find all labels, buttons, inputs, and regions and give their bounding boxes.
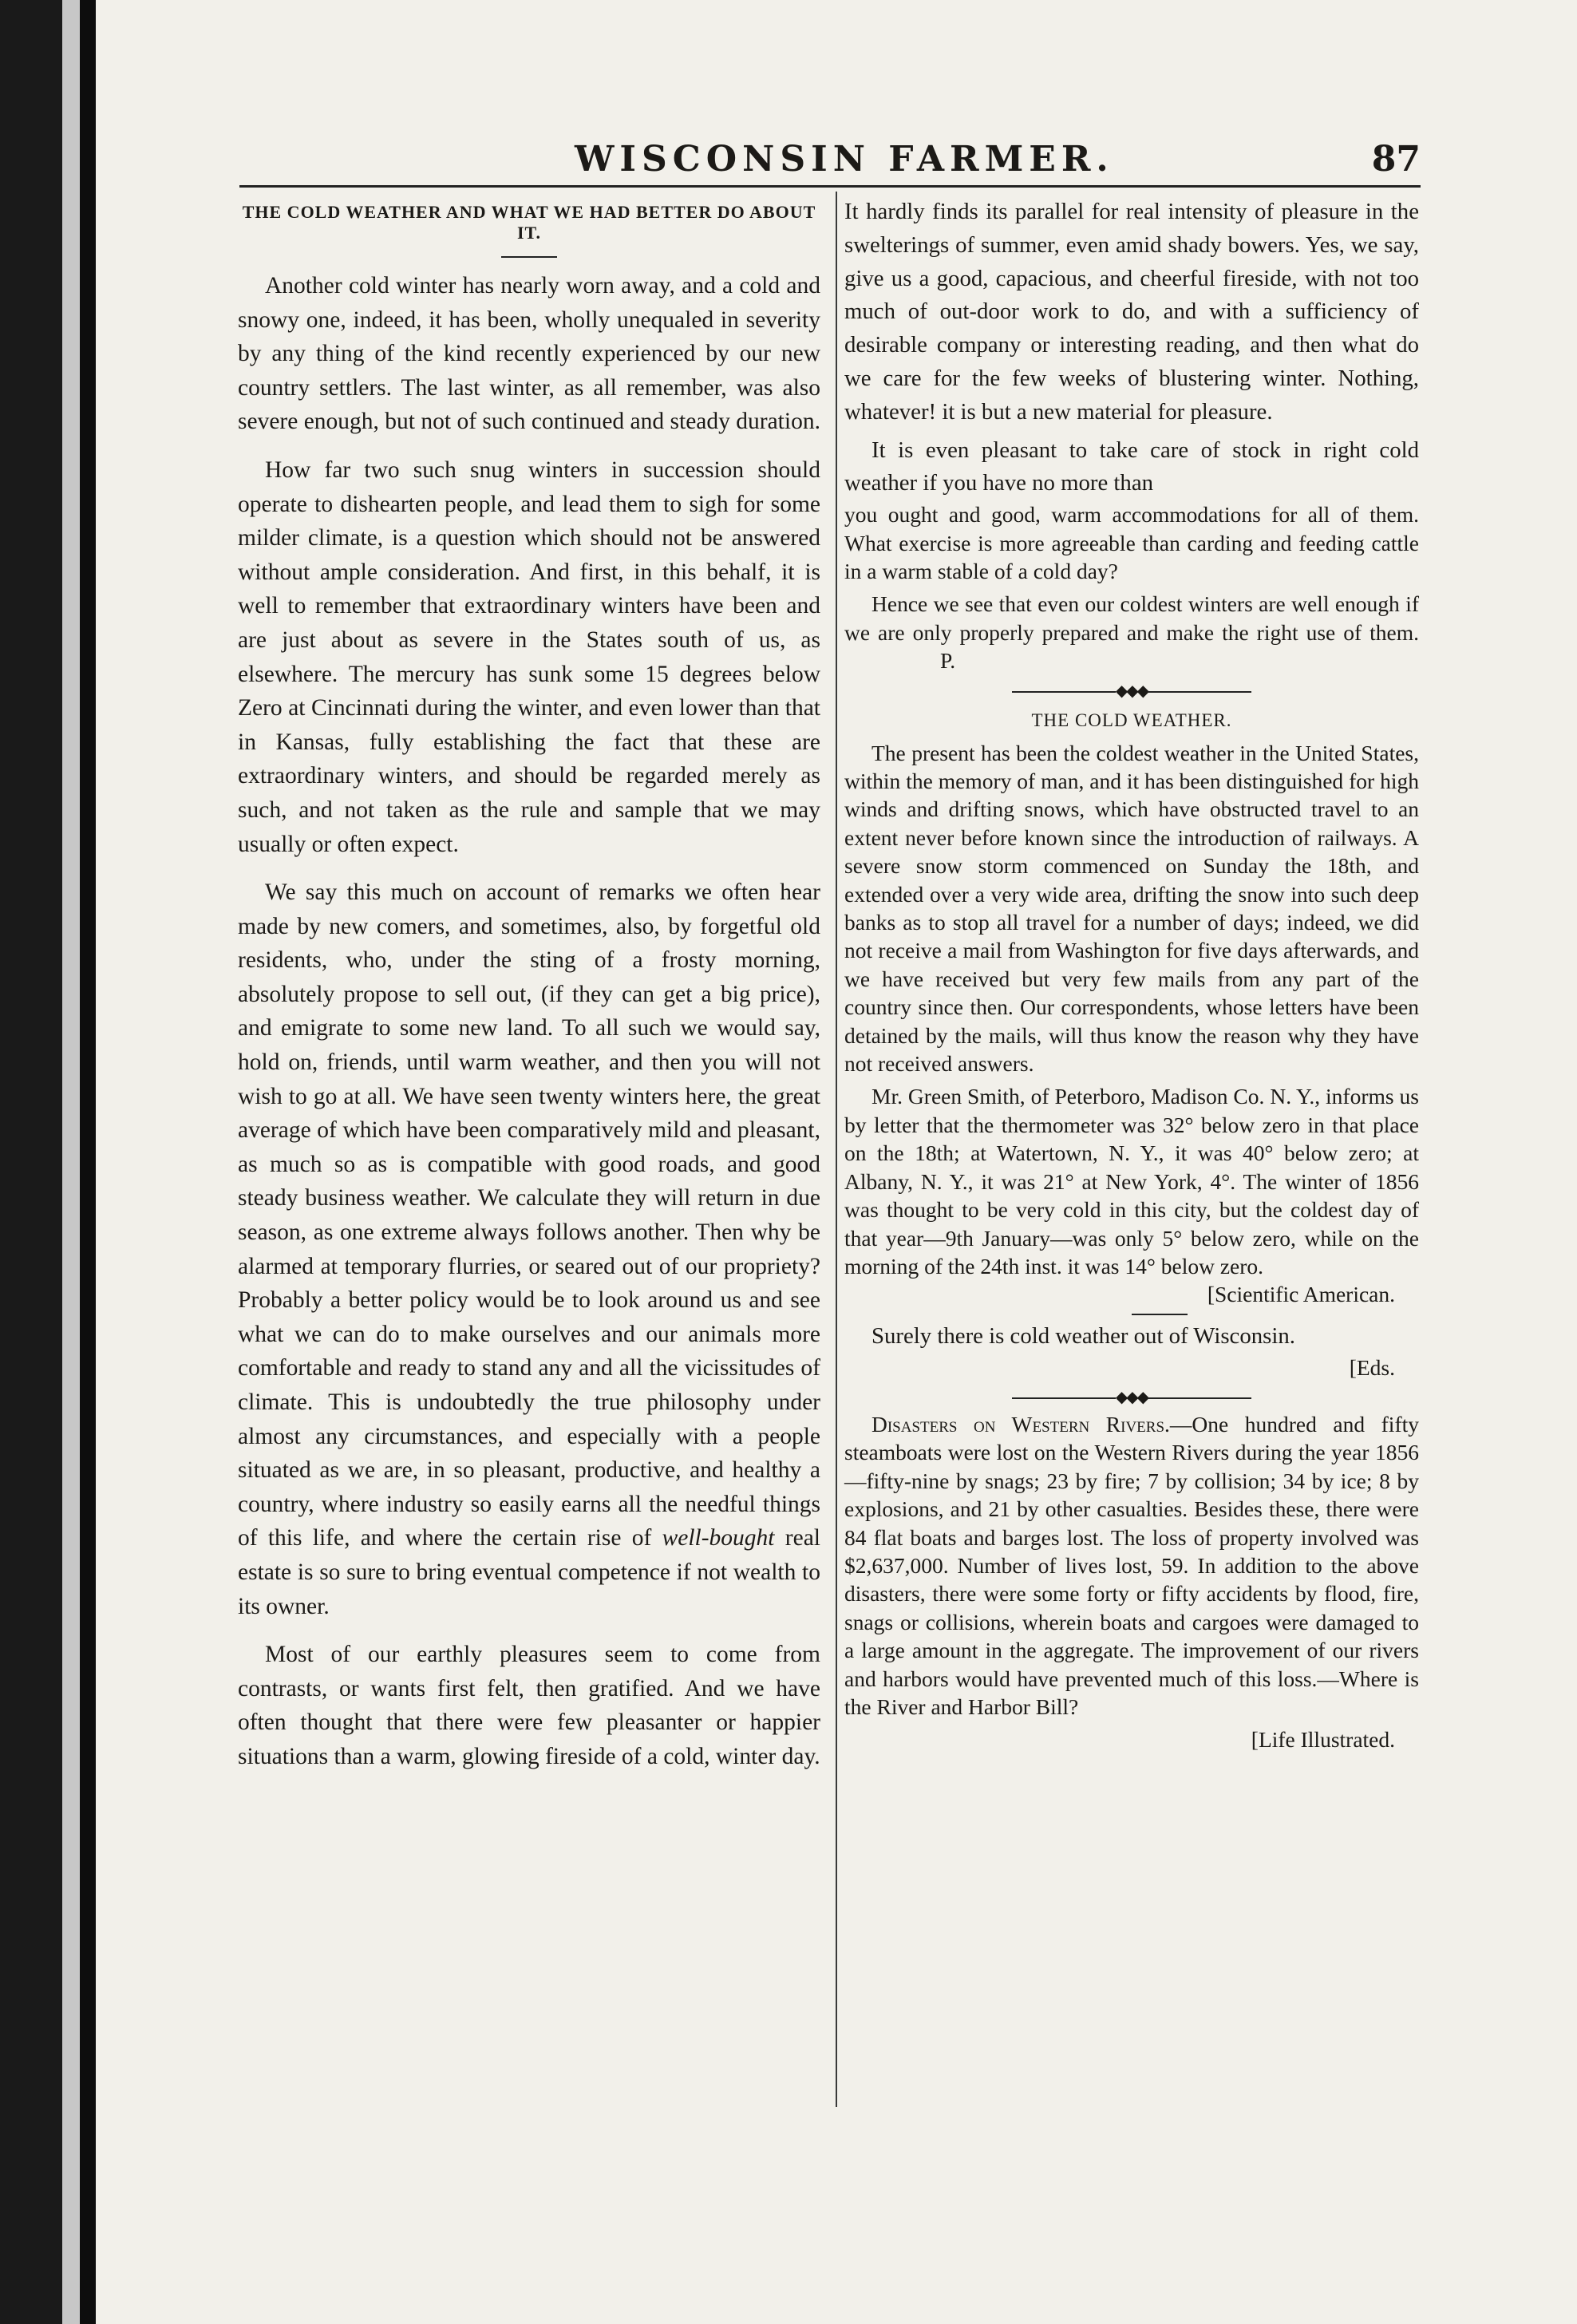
- paragraph: Another cold winter has nearly worn away, and a cold and snowy one, indeed, it has been, wholly unequaled in severity by any thing of the kind recently experienced by our new country settlers. The last winter, as all remember, was also severe enough, but not of such continued and steady duration.: [238, 273, 820, 435]
- article-heading: THE COLD WEATHER AND WHAT WE HAD BETTER DO ABOUT IT.: [242, 202, 816, 243]
- editor-signature: [Eds.: [1349, 1354, 1395, 1380]
- paragraph: Surely there is cold weather out of Wisconsin.: [872, 1322, 1295, 1349]
- paragraph-text: We say this much on account of remarks we often hear made by new comers, and sometimes, also, by forgetful old residents, who, under the sting of a frosty morning, absolutely propose to sell out, (if they can get a big price), and emigrate to some new land. To all such we would say, hold on, friends, until warm weather, and then you will not wish to go at all. We have seen twenty winters here, the great average of which have been comparatively mild and pleasant, as much so as is compatible with good roads, and good steady business weather. We calculate they will return in due season, as one extreme always follows another. Then why be alarmed at temporary flurries, or seared out of our propriety? Probably a better policy would be to look around us and see what we can do to make ourselves and our animals more comfortable and ready to stand any and all the vicissitudes of climate. This is undoubtedly the true philosophy under almost any circumstances, and especially with a people situated as we are, in so pleasant, productive, and healthy a country, where industry so easily earns all the needful things of this life, and where the certain rise of: [238, 879, 820, 1551]
- paragraph: [844, 590, 1419, 674]
- heading-rule: [501, 256, 557, 258]
- article-heading: THE COLD WEATHER.: [1031, 709, 1232, 730]
- section-divider: ◆◆◆: [844, 1388, 1419, 1407]
- paragraph: Mr. Green Smith, of Peterboro, Madison Co. N. Y., informs us by letter that the thermometer was 32° below zero in that place on the 18th; at Watertown, N. Y., it was 40° below zero; at Albany, N. Y., it was 21° at New York, 4°. The winter of 1856 was thought to be very cold in this city, but the coldest day of that year—9th January—was only 5° below zero, while on the morning of the 24th inst. it was 14° below zero.: [844, 1084, 1419, 1279]
- page-number: 87: [1371, 139, 1421, 180]
- source-credit: [Life Illustrated.: [1251, 1727, 1395, 1753]
- item-title: Disasters on Western Rivers.: [872, 1411, 1170, 1437]
- italic-phrase: well-bought: [662, 1525, 775, 1551]
- paragraph: Most of our earthly pleasures seem to come from contrasts, or wants first felt, then gratified. And we have often thought that there were few pleasanter or happier situations than a warm, glowing fireside of a cold, winter day.: [238, 1642, 820, 1769]
- right-column: [844, 196, 1419, 1754]
- publication-title: WISCONSIN FARMER.: [575, 139, 1114, 180]
- page-header: [96, 136, 1421, 184]
- paragraph: The present has been the coldest weather in the United States, within the memory of man, and it has been distinguished for high winds and drifting snows, which have obstructed travel to an extent never before known since the introduction of railways. A severe snow storm commenced on Sunday the 18th, and extended over a very wide area, drifting the snow into such deep banks as to stop all travel for a number of days; indeed, we did not receive a mail from Washington for five days afterwards, and we have received but very few mails from any part of the country since then. Our correspondents, whose letters have been detained by the mails, will thus know the reason why they have not received answers.: [844, 740, 1419, 1077]
- paragraph: It hardly finds its parallel for real intensity of pleasure in the swelterings of summer, even amid shady bowers. Yes, we say, give us a good, capacious, and cheerful fireside, with not too much of out-door work to do, and with a sufficiency of desirable company or interesting reading, and then what do we care for the few weeks of blustering winter. Nothing, whatever! it is but a new material for pleasure.: [844, 199, 1419, 425]
- scan-edge-dark: [0, 0, 62, 2324]
- paragraph-text: Hence we see that even our coldest winters are well enough if we are only properly prepared and make the right use of them.: [844, 591, 1419, 645]
- paragraph-text: —One hundred and fifty steamboats were lost on the Western Rivers during the year 1856—fifty-nine by snags; 23 by fire; 7 by collision; 34 by ice; 8 by explosions, and 21 by other casualties. Besides these, there were 84 flat boats and barges lost. The loss of property involved was $2,637,000. Number of lives lost, 59. In addition to the above disasters, there were some forty or fifty accidents by flood, fire, snags or collisions, wherein boats and cargoes were damaged to a large amount in the aggregate. The improvement of our rivers and harbors would have prevented much of this loss.—Where is the River and Harbor Bill?: [844, 1411, 1419, 1719]
- paragraph: [238, 875, 820, 1623]
- header-rule: [239, 185, 1421, 188]
- paragraph-text: real estate is so sure to bring eventual competence if not wealth to its owner.: [238, 1525, 820, 1619]
- column-divider: [836, 192, 837, 2107]
- scan-edge-binding: [80, 0, 96, 2324]
- section-divider: ◆◆◆: [844, 682, 1419, 701]
- left-column: [238, 196, 820, 1788]
- signature: P.: [940, 648, 956, 674]
- paragraph: [844, 1410, 1419, 1721]
- source-credit: [Scientific American.: [1207, 1282, 1395, 1307]
- paragraph: How far two such snug winters in succession should operate to dishearten people, and lead them to sigh for some milder climate, is a question which should not be answered without ample consideration. And first, in this behalf, it is well to remember that extraordinary winters have been and are just about as severe in the States south of us, as elsewhere. The mercury has sunk some 15 degrees below Zero at Cincinnati during the winter, and even lower than that in Kansas, fully establishing the fact that these are extraordinary winters, and should be regarded merely as such, and not taken as the rule and sample that we may usually or often expect.: [238, 457, 820, 857]
- short-rule: [1132, 1314, 1188, 1315]
- paragraph: you ought and good, warm accommodations for all of them. What exercise is more agreeable than carding and feeding cattle in a warm stable of a cold day?: [844, 502, 1419, 583]
- scan-edge-gap: [62, 0, 80, 2324]
- paragraph: It is even pleasant to take care of stock in right cold weather if you have no more than: [844, 437, 1419, 496]
